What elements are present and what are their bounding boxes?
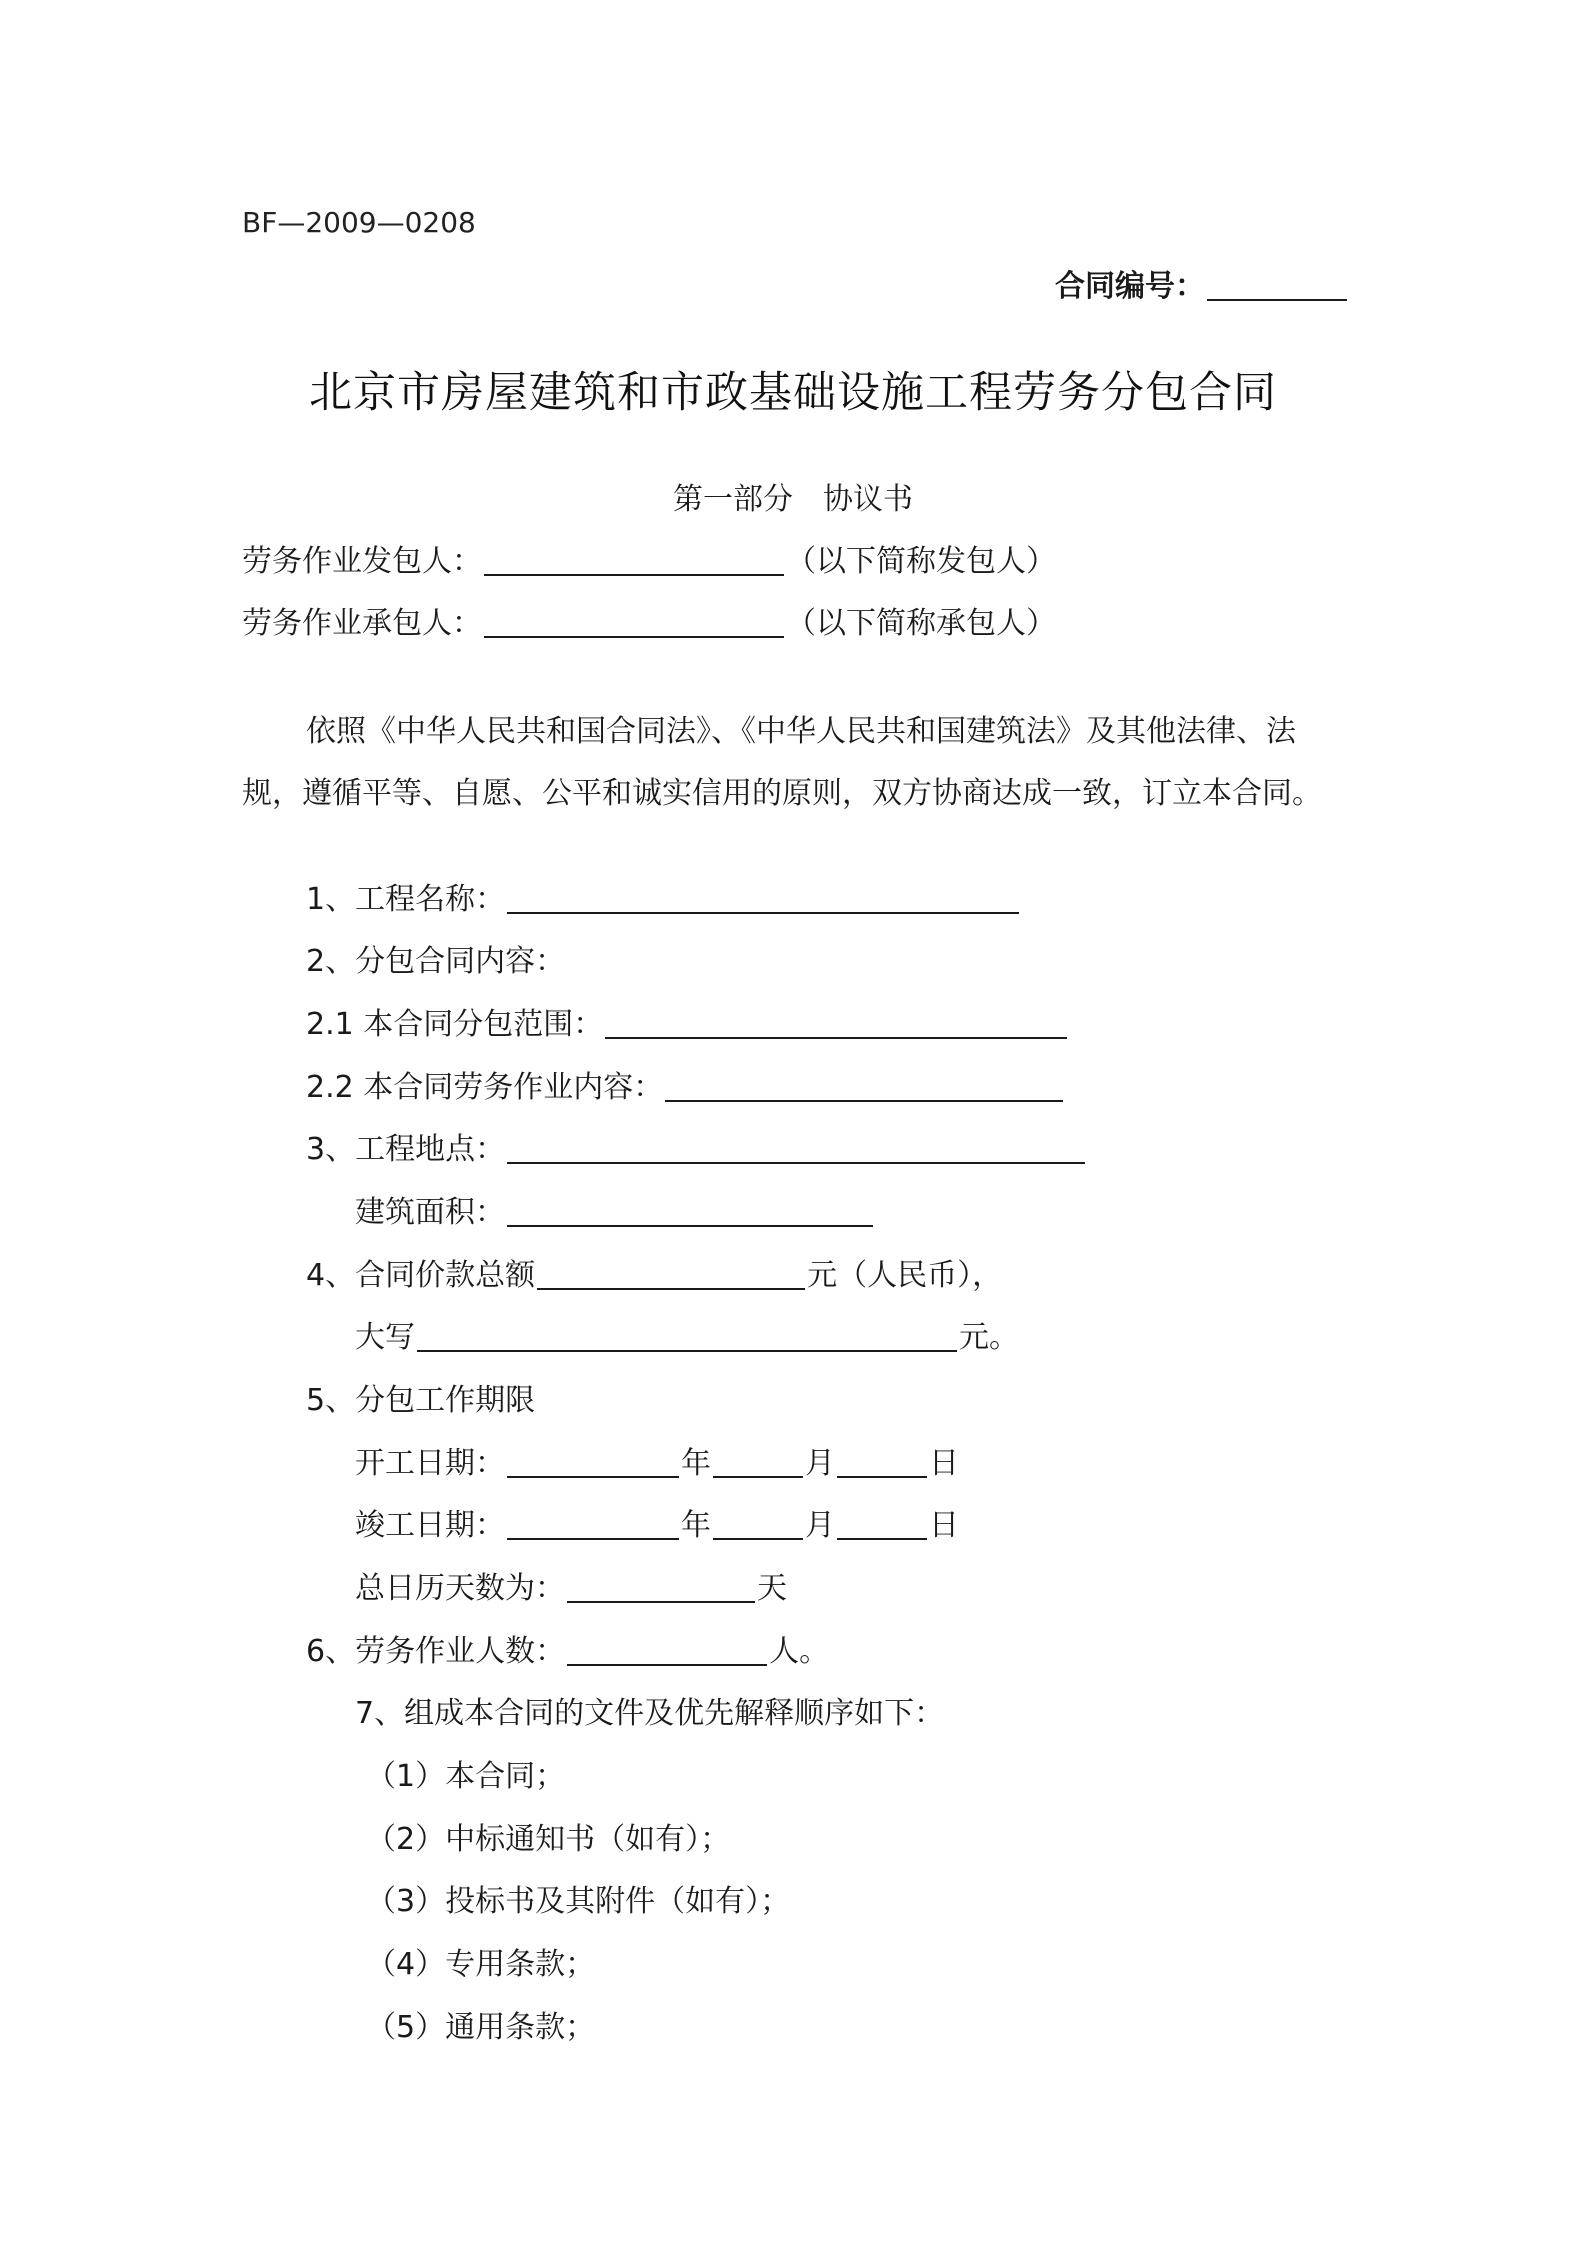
total-days-unit: 天 xyxy=(757,1571,787,1606)
doc-item-2: （2）中标通知书（如有）； xyxy=(366,1822,731,1857)
subcontract-content-heading: 2、分包合同内容： xyxy=(306,944,566,979)
start-date-label: 开工日期： xyxy=(355,1446,505,1481)
project-name-row xyxy=(306,880,1021,920)
workers-row xyxy=(306,1632,829,1672)
end-date-label: 竣工日期： xyxy=(355,1508,505,1543)
scope-row xyxy=(306,1005,1069,1045)
start-day-field[interactable] xyxy=(837,1446,927,1478)
contract-number-label: 合同编号： xyxy=(1055,269,1205,304)
workers-label: 6、劳务作业人数： xyxy=(306,1634,566,1669)
start-date-row xyxy=(355,1444,959,1484)
end-month-field[interactable] xyxy=(713,1508,803,1540)
labor-content-row xyxy=(306,1068,1065,1108)
start-day-unit: 日 xyxy=(929,1446,959,1481)
workers-field[interactable] xyxy=(567,1634,767,1666)
capital-label: 大写 xyxy=(355,1320,415,1355)
end-year-field[interactable] xyxy=(507,1508,679,1540)
doc-item-1: （1）本合同； xyxy=(366,1759,566,1794)
contractor-row xyxy=(242,604,1056,644)
contractor-suffix: （以下简称承包人） xyxy=(786,606,1056,641)
scope-label: 2.1 本合同分包范围： xyxy=(306,1007,604,1042)
docs-heading: 7、组成本合同的文件及优先解释顺序如下： xyxy=(355,1696,945,1731)
doc-item-4: （4）专用条款； xyxy=(366,1947,596,1982)
location-label: 3、工程地点： xyxy=(306,1132,506,1167)
end-month-unit: 月 xyxy=(805,1508,835,1543)
part-label: 第一部分 xyxy=(673,482,793,517)
document-title: 北京市房屋建筑和市政基础设施工程劳务分包合同 xyxy=(309,368,1277,418)
contractor-field[interactable] xyxy=(484,606,784,638)
contractor-label: 劳务作业承包人： xyxy=(242,606,482,641)
doc-code: BF—2009—0208 xyxy=(242,206,476,239)
doc-item-3: （3）投标书及其附件（如有）； xyxy=(366,1884,791,1919)
intro-line-1: 依照《中华人民共和国合同法》、《中华人民共和国建筑法》及其他法律、法 xyxy=(306,714,1296,749)
employer-row xyxy=(242,542,1056,582)
project-name-label: 1、工程名称： xyxy=(306,882,506,917)
total-days-row xyxy=(355,1569,787,1609)
start-year-unit: 年 xyxy=(681,1446,711,1481)
start-year-field[interactable] xyxy=(507,1446,679,1478)
end-day-unit: 日 xyxy=(929,1508,959,1543)
area-label: 建筑面积： xyxy=(355,1195,505,1230)
capital-row xyxy=(355,1318,1019,1358)
area-row xyxy=(355,1193,875,1233)
price-field[interactable] xyxy=(537,1258,805,1290)
intro-line-2: 规，遵循平等、自愿、公平和诚实信用的原则，双方协商达成一致，订立本合同。 xyxy=(242,776,1322,811)
area-field[interactable] xyxy=(507,1195,873,1227)
price-unit: 元（人民币）， xyxy=(807,1258,1003,1293)
workers-unit: 人。 xyxy=(769,1634,830,1669)
project-name-field[interactable] xyxy=(507,882,1019,914)
start-month-unit: 月 xyxy=(805,1446,835,1481)
part-name: 协议书 xyxy=(823,482,913,517)
contract-number-field[interactable] xyxy=(1207,269,1347,301)
employer-suffix: （以下简称发包人） xyxy=(786,544,1056,579)
capital-unit: 元。 xyxy=(959,1320,1019,1355)
total-days-field[interactable] xyxy=(567,1571,755,1603)
total-days-label: 总日历天数为： xyxy=(355,1571,565,1606)
employer-field[interactable] xyxy=(484,544,784,576)
part-heading xyxy=(0,480,1586,520)
price-row xyxy=(306,1256,1002,1296)
start-month-field[interactable] xyxy=(713,1446,803,1478)
doc-item-5: （5）通用条款； xyxy=(366,2010,596,2045)
labor-content-label: 2.2 本合同劳务作业内容： xyxy=(306,1070,664,1105)
end-year-unit: 年 xyxy=(681,1508,711,1543)
price-label: 4、合同价款总额 xyxy=(306,1258,536,1293)
end-date-row xyxy=(355,1506,959,1546)
employer-label: 劳务作业发包人： xyxy=(242,544,482,579)
end-day-field[interactable] xyxy=(837,1508,927,1540)
location-row xyxy=(306,1130,1087,1170)
labor-content-field[interactable] xyxy=(665,1070,1063,1102)
scope-field[interactable] xyxy=(605,1007,1067,1039)
location-field[interactable] xyxy=(507,1132,1085,1164)
period-heading: 5、分包工作期限 xyxy=(306,1383,536,1418)
contract-number-row xyxy=(1055,267,1349,307)
capital-field[interactable] xyxy=(417,1320,957,1352)
